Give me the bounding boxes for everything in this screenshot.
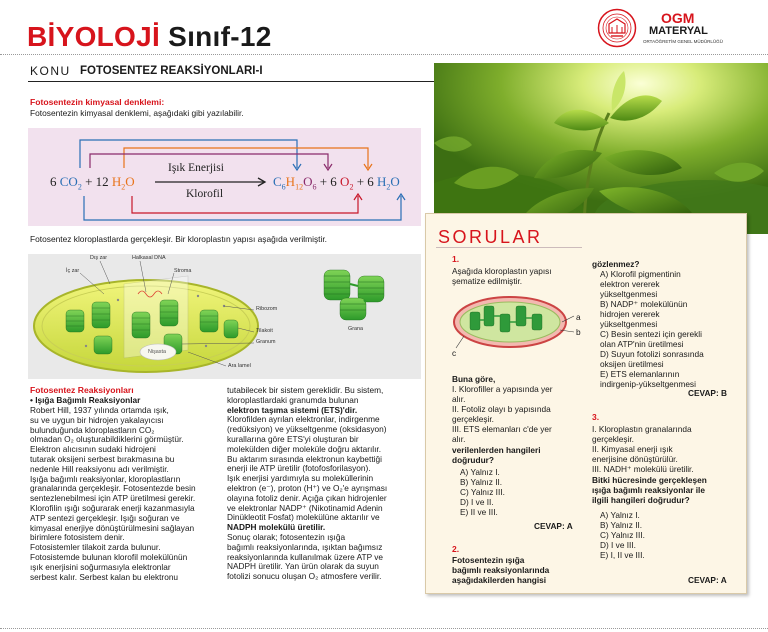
label-grana: Grana [348, 326, 363, 332]
q1-answer: CEVAP: A [534, 521, 573, 531]
q2-stem-end: gözlenmez? [592, 259, 640, 269]
q1-option: E) II ve III. [460, 507, 498, 517]
logo-subtitle: ORTAÖĞRETİM GENEL MÜDÜRLÜĞÜ [643, 39, 723, 44]
q3-option: B) Yalnız II. [600, 520, 643, 530]
col1-line: kimyasal enerjiye dönüştürülmesini sağlayan [30, 522, 195, 533]
q3-statement: III. NADH⁺ molekülü üretilir. [592, 464, 694, 474]
q1-label-a: a [576, 312, 581, 322]
q1-stem [452, 266, 552, 286]
q1-statement: alır. [452, 394, 466, 404]
q2-option: hidrojen vererek [600, 309, 660, 319]
q3-number: 3. [592, 412, 600, 422]
col2-line: Işık enerjisi yardımıyla su moleküllerinin [227, 473, 374, 484]
questions-title-rule [436, 247, 582, 248]
q3-option: A) Yalnız I. [600, 510, 640, 520]
q3-statement: gerçekleşir. [592, 434, 634, 444]
col2-line: Bu aktarım sırasında elektronun kaybettiği [227, 453, 382, 464]
q3-statement: I. Kloroplastın granalarında [592, 424, 692, 434]
label-dis-zar: Dış zar [90, 255, 108, 261]
q3-option: D) I ve III. [600, 540, 636, 550]
q2-stem [452, 555, 549, 585]
logo-materyal-text: MATERYAL [649, 25, 708, 37]
q1-question-line: verilenlerden hangileri [452, 445, 541, 455]
col2-line: NADPH molekülü üretilir. [227, 522, 326, 533]
equation-intro-text: Fotosentezin kimyasal denklemi, aşağıdaki gibi yazılabilir. [30, 108, 244, 118]
col1-line: tutarak oksijeni serbest bırakmasına bu [30, 453, 175, 464]
q2-option: A) Klorofil pigmentinin [600, 269, 681, 279]
q3-question [592, 475, 707, 505]
equation-heading: Fotosentezin kimyasal denklemi: [30, 97, 165, 107]
reactions-heading: Fotosentez Reaksiyonları [30, 385, 134, 395]
q2-number: 2. [452, 544, 460, 554]
q2-option: B) NADP⁺ molekülünün [600, 299, 688, 309]
q2-stem-line: bağımlı reaksiyonlarında [452, 565, 550, 575]
equation-reactants: 6 $CO_2 + 12$ $H_2O$ [50, 174, 135, 192]
label-ara-lamel: Ara lamel [228, 363, 251, 369]
col1-line: Işığa bağımlı reaksiyonlar, kloroplastların [30, 473, 181, 484]
topic-label: KONU [30, 64, 71, 78]
col1-line: serbest kalır. Serbest kalan bu elektronu [30, 571, 179, 582]
light-energy-label: Işık Enerjisi [168, 162, 224, 174]
q2-options [600, 269, 704, 389]
q1-statement: alır. [452, 434, 466, 444]
col2-line: Klorofilden ayrılan elektronlar, indirgenme [227, 414, 380, 425]
label-granum: Granum [256, 339, 276, 345]
col1-line: ışık enerjisini soğurmasıyla elektronlar [30, 561, 171, 572]
topic-underline [28, 81, 434, 82]
col2-line: elektron (e⁻), proton (H⁺) ve O₂'e ayrışması [227, 482, 388, 493]
col2-line: kurallarına göre ETS'yi oluşturan bir [227, 433, 359, 444]
col1-line: Robert Hill, 1937 yılında ortamda ışık, [30, 405, 169, 415]
label-stroma: Stroma [174, 268, 192, 274]
q1-options [460, 467, 505, 517]
q2-option: oksijen üretilmesi [600, 359, 664, 369]
q3-question-line: Bitki hücresinde gerçekleşen [592, 475, 707, 485]
q1-question [452, 445, 541, 465]
questions-box [425, 213, 747, 594]
chemical-equation-box [28, 128, 421, 226]
chlorophyll-label: Klorofil [186, 188, 224, 200]
col1-line: sentezlenebilmesi için ATP üretilmesi gerekir. [30, 493, 196, 504]
q3-statement: II. Kimyasal enerji ışık [592, 444, 673, 454]
q1-chloroplast-figure [450, 292, 585, 357]
col2-line: NADPH üretilir. Yan ürün olarak da suyun [227, 561, 379, 572]
q1-number: 1. [452, 254, 460, 264]
q3-option: E) I, II ve III. [600, 550, 645, 560]
q1-label-c: c [452, 348, 457, 358]
light-reactions-subheading: • Işığa Bağımlı Reaksiyonlar [30, 395, 141, 405]
col2-line: kloroplastlardaki granumda bulunan [227, 394, 359, 405]
logo-ogm-text: OGM [661, 10, 695, 26]
col1-line: olmadan O₂ oluşturabildiklerini görmüştür. [30, 434, 184, 445]
q3-option: C) Yalnız III. [600, 530, 645, 540]
questions-title: SORULAR [438, 227, 543, 247]
q1-statement: I. Klorofiller a yapısında yer [452, 384, 553, 394]
label-ic-zar: İç zar [66, 268, 80, 274]
label-ribozom: Ribozom [256, 306, 278, 312]
q3-answer: CEVAP: A [688, 575, 727, 585]
meb-seal-icon [597, 8, 637, 48]
col1-line: Klorofilin ışığı soğurarak enerji kazanmasıyla [30, 502, 195, 513]
q1-label-b: b [576, 327, 581, 337]
label-nisasta: Nişasta [148, 349, 166, 355]
q1-statement: III. ETS elemanları c'de yer [452, 424, 552, 434]
q1-stem-line: şematize edilmiştir. [452, 276, 523, 286]
q2-stem-line: Fotosentezin ışığa [452, 555, 525, 565]
col2-line: bağımlı reaksiyonlarında, ışıktan bağımsız [227, 541, 383, 552]
col2-line: ve elektronlar NADP⁺ (Nikotinamid Adenin [227, 502, 383, 513]
q2-option: indirgenip-yükseltgenmesi [600, 379, 696, 389]
q1-stem-line: Aşağıda kloroplastın yapısı [452, 266, 552, 276]
q1-option: A) Yalnız I. [460, 467, 500, 477]
equation-products: $C_6H_{12}O_6 + 6$ $O_2 + 6$ $H_2O$ [273, 174, 400, 192]
q1-option: D) I ve II. [460, 497, 494, 507]
q3-question-line: ışığa bağımlı reaksiyonlar ile [592, 485, 705, 495]
col2-line: (redüksiyon) ve yükseltgenme (oksidasyon) [227, 424, 387, 435]
col2-line: Dinükleotit Fosfat) molekülüne aktarılır ve [227, 512, 380, 523]
col1-line: Fotosistemde bulunan klorofil molekülünün [30, 551, 188, 562]
col1-line: Fotosistemler tilakoit zarda bulunur. [30, 542, 161, 553]
q1-statement: II. Fotoliz olayı b yapısında [452, 404, 551, 414]
q2-option: yükseltgenmesi [600, 289, 658, 299]
col1-line: Elektron alıcısının sudaki hidrojeni [30, 444, 156, 455]
chloroplast-diagram [28, 254, 421, 379]
q2-option: E) ETS elemanlarının [600, 369, 680, 379]
col2-line: reaksiyonlarında kullanılmak üzere ATP ve [227, 551, 384, 562]
col2-line: molekülden diğer moleküle doğru aktarılır. [227, 443, 382, 454]
page-title [27, 21, 272, 53]
label-halkasal-dna: Halkasal DNA [132, 255, 166, 261]
col1-line: granalarında gerçekleşir. Fotosentezde besin [30, 483, 196, 494]
header-divider [0, 54, 768, 55]
q2-answer: CEVAP: B [688, 388, 728, 398]
col2-line: olayına fotoliz denir. Açığa çıkan hidrojenler [227, 492, 387, 503]
q1-option: C) Yalnız III. [460, 487, 505, 497]
q3-statement: enerjisine dönüştürülür. [592, 454, 678, 464]
col2-line: fotolizi sonucu oluşan O₂ atmosfere verilir. [227, 571, 382, 582]
col2-line: tutabilecek bir sistem gereklidir. Bu sistem, [227, 385, 384, 395]
q1-question-line: doğrudur? [452, 455, 494, 465]
q1-option: B) Yalnız II. [460, 477, 503, 487]
subject-title: BİYOLOJİ [27, 21, 161, 52]
col1-line: birimlere fotosistem denir. [30, 532, 125, 543]
q1-statements [452, 384, 553, 444]
reactions-column-1 [30, 406, 226, 582]
chloroplast-caption: Fotosentez kloroplastlarda gerçekleşir. Bir kloroplastın yapısı aşağıda verilmiştir. [30, 234, 327, 244]
grade-title: Sınıf-12 [168, 21, 272, 52]
col1-line: nedenle Hill reaksiyonu adı verilmiştir. [30, 463, 169, 474]
col1-line: bulunduğunda kloroplastların CO₂ [30, 424, 155, 435]
q2-option: yükseltgenmesi [600, 319, 658, 329]
q1-statement: gerçekleşir. [452, 414, 494, 424]
q2-option: C) Besin sentezi için gerekli [600, 329, 702, 339]
q3-statements [592, 424, 694, 474]
col2-line: Sonuç olarak; fotosentezin ışığa [227, 531, 346, 542]
q3-question-line: ilgili hangileri doğrudur? [592, 495, 690, 505]
q2-option: elektron vererek [600, 279, 660, 289]
col1-line: su ve uygun bir hidrojen yakalayıcısı [30, 414, 164, 425]
q2-option: D) Suyun fotolizi sonrasında [600, 349, 704, 359]
col2-line: elektron taşıma sistemi (ETS)'dir. [227, 404, 358, 415]
q2-option: olan ATP'nin üretilmesi [600, 339, 684, 349]
col1-line: ATP sentezi gerçekleşir. Işığı soğuran ve [30, 512, 180, 523]
reactions-column-2 [227, 386, 423, 582]
q3-options [600, 510, 645, 560]
ogm-materyal-logo [597, 8, 723, 48]
col2-line: enerji ile ATP üretilir (fotofosforilasyon). [227, 463, 371, 474]
topic-title: FOTOSENTEZ REAKSİYONLARI-I [80, 65, 263, 77]
q2-stem-line: aşağıdakilerden hangisi [452, 575, 547, 585]
q1-lead: Buna göre, [452, 374, 496, 384]
tea-leaves-photo [434, 63, 768, 234]
label-tilakoit: Tilakoit [256, 328, 273, 334]
footer-divider [0, 628, 768, 629]
